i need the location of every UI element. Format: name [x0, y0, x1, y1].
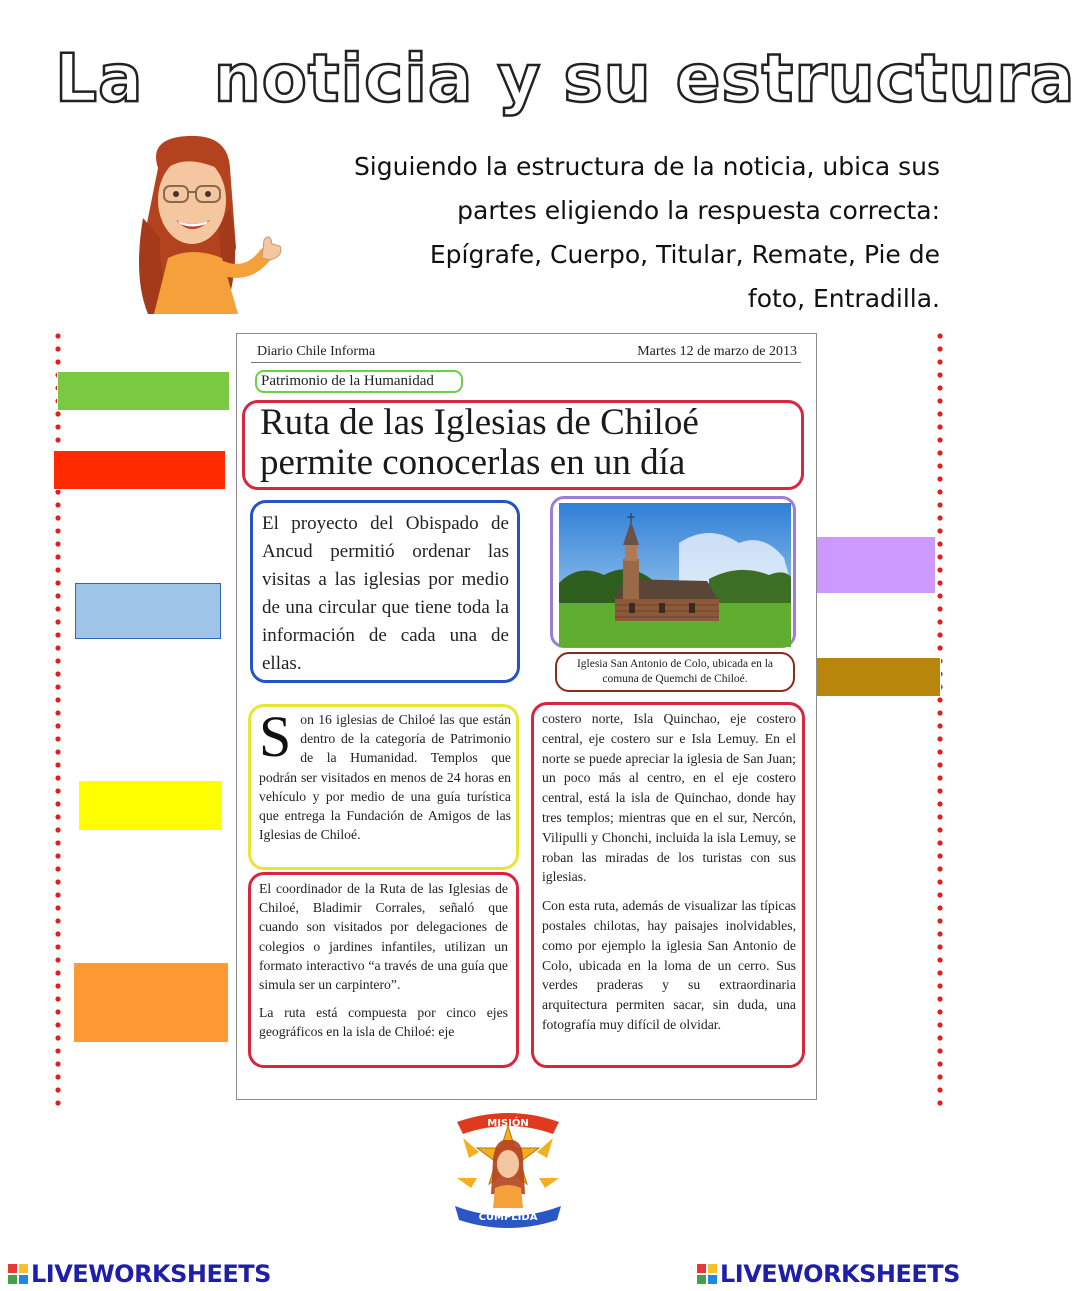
- border-dot: [937, 983, 942, 988]
- border-dot: [937, 619, 942, 624]
- border-dot: [55, 788, 60, 793]
- border-dot: [937, 333, 942, 338]
- border-dot: [55, 489, 60, 494]
- border-dot: [937, 1048, 942, 1053]
- border-dot: [55, 645, 60, 650]
- border-dot: [55, 528, 60, 533]
- instructions: [250, 145, 940, 321]
- border-dot: [937, 606, 942, 611]
- caption-line-2: comuna de Quemchi de Chiloé.: [602, 673, 748, 685]
- border-dot: [937, 1074, 942, 1079]
- border-dot: [937, 437, 942, 442]
- border-dot: [55, 983, 60, 988]
- border-dot: [937, 1061, 942, 1066]
- border-dot: [55, 671, 60, 676]
- border-dot: [55, 905, 60, 910]
- border-dot: [937, 853, 942, 858]
- border-dot: [55, 814, 60, 819]
- border-dot: [55, 710, 60, 715]
- right-dotted-border: [934, 330, 946, 1110]
- border-dot: [55, 554, 60, 559]
- border-dot: [55, 723, 60, 728]
- border-dot: [55, 619, 60, 624]
- drop-cap: S: [259, 704, 292, 769]
- border-dot: [937, 827, 942, 832]
- brand-text-left: LIVEWORKSHEETS: [31, 1260, 271, 1288]
- border-dot: [55, 411, 60, 416]
- border-dot: [55, 1061, 60, 1066]
- instructions-line-4: foto, Entradilla.: [747, 284, 940, 313]
- border-dot: [937, 892, 942, 897]
- border-dot: [55, 1048, 60, 1053]
- border-dot: [937, 697, 942, 702]
- title-word-3: su estructura: [563, 40, 1076, 117]
- border-dot: [55, 736, 60, 741]
- border-dot: [55, 853, 60, 858]
- instructions-line-1: Siguiendo la estructura de la noticia, ubica sus: [353, 152, 940, 181]
- border-dot: [55, 749, 60, 754]
- border-dot: [937, 463, 942, 468]
- border-dot: [55, 892, 60, 897]
- border-dot: [937, 723, 942, 728]
- border-dot: [937, 970, 942, 975]
- brand-logo-left: [8, 1260, 271, 1288]
- answer-box-red[interactable]: [53, 450, 226, 490]
- headline-line-2: permite conocerlas en un día: [260, 442, 686, 483]
- border-dot: [937, 580, 942, 585]
- instructions-line-3: Epígrafe, Cuerpo, Titular, Remate, Pie de: [429, 240, 940, 269]
- border-dot: [55, 593, 60, 598]
- answer-box-yellow[interactable]: [78, 780, 223, 831]
- border-dot: [937, 1035, 942, 1040]
- border-dot: [55, 1035, 60, 1040]
- border-dot: [55, 970, 60, 975]
- border-dot: [55, 424, 60, 429]
- border-dot: [55, 1087, 60, 1092]
- border-dot: [55, 1074, 60, 1079]
- border-dot: [937, 424, 942, 429]
- border-dot: [55, 697, 60, 702]
- headline-section: [242, 400, 804, 490]
- answer-box-orange[interactable]: [73, 962, 229, 1043]
- header-divider: [251, 362, 801, 363]
- title-word-1: La: [55, 40, 144, 117]
- border-dot: [937, 957, 942, 962]
- border-dot: [937, 710, 942, 715]
- answer-box-blue[interactable]: [75, 583, 221, 639]
- border-dot: [937, 411, 942, 416]
- answer-box-green[interactable]: [57, 371, 230, 411]
- border-dot: [937, 502, 942, 507]
- photo-caption-section: [555, 652, 795, 692]
- border-dot: [937, 1009, 942, 1014]
- border-dot: [937, 346, 942, 351]
- border-dot: [937, 801, 942, 806]
- border-dot: [937, 554, 942, 559]
- border-dot: [937, 918, 942, 923]
- mission-complete-badge: [449, 1108, 567, 1228]
- epigraph-section: Patrimonio de la Humanidad: [255, 370, 463, 393]
- border-dot: [55, 632, 60, 637]
- border-dot: [937, 1022, 942, 1027]
- newspaper-header: [257, 344, 797, 364]
- newspaper-article: [236, 333, 817, 1100]
- border-dot: [55, 996, 60, 1001]
- border-dot: [55, 879, 60, 884]
- border-dot: [937, 515, 942, 520]
- body-paragraph-4: costero norte, Isla Quinchao, eje costero central, eje costero sur e Isla Lemuy. En el norte se puede apreciar la iglesia de San Juan; un poco más al centro, en el eje costero central, está la isla de Quinchao, donde hay tres templos; mientras que en el sur, Nercón, Vilipulli y Chonchi, incluida la isla Lemuy, se roban las miradas de los turistas con sus iglesias.: [542, 711, 796, 885]
- border-dot: [937, 814, 942, 819]
- border-dot: [55, 437, 60, 442]
- border-dot: [55, 957, 60, 962]
- newspaper-date: Martes 12 de marzo de 2013: [637, 344, 797, 359]
- border-dot: [937, 736, 942, 741]
- border-dot: [937, 944, 942, 949]
- border-dot: [937, 1100, 942, 1105]
- border-dot: [55, 762, 60, 767]
- border-dot: [937, 541, 942, 546]
- border-dot: [55, 775, 60, 780]
- border-dot: [55, 567, 60, 572]
- border-dot: [937, 528, 942, 533]
- border-dot: [55, 944, 60, 949]
- border-dot: [937, 1087, 942, 1092]
- body-paragraph-1: on 16 iglesias de Chiloé las que están dentro de la categoría de Patrimonio de la Humanidad. Templos que podrán ser visitados en menos de 24 horas en vehículo y por medio de una guía turística que entrega la Fundación de Amigos de las Iglesias de Chiloé.: [259, 712, 511, 843]
- liveworksheets-icon: [8, 1264, 28, 1284]
- border-dot: [55, 658, 60, 663]
- newspaper-name: Diario Chile Informa: [257, 344, 376, 359]
- border-dot: [55, 918, 60, 923]
- border-dot: [55, 931, 60, 936]
- border-dot: [937, 567, 942, 572]
- border-dot: [937, 450, 942, 455]
- border-dot: [937, 866, 942, 871]
- border-dot: [937, 931, 942, 936]
- border-dot: [55, 346, 60, 351]
- badge-top-text: MISIÓN: [487, 1118, 529, 1129]
- border-dot: [55, 1100, 60, 1105]
- border-dot: [937, 996, 942, 1001]
- border-dot: [55, 684, 60, 689]
- border-dot: [937, 762, 942, 767]
- photo-frame: [550, 496, 796, 648]
- border-dot: [937, 476, 942, 481]
- border-dot: [55, 333, 60, 338]
- border-dot: [937, 359, 942, 364]
- border-dot: [55, 541, 60, 546]
- border-dot: [937, 632, 942, 637]
- border-dot: [55, 840, 60, 845]
- left-dotted-border: [52, 330, 64, 1110]
- brand-text-right: LIVEWORKSHEETS: [720, 1260, 960, 1288]
- liveworksheets-icon: [697, 1264, 717, 1284]
- border-dot: [937, 879, 942, 884]
- caption-line-1: Iglesia San Antonio de Colo, ubicada en la: [576, 658, 774, 670]
- border-dot: [937, 385, 942, 390]
- border-dot: [55, 502, 60, 507]
- brand-logo-right: [697, 1260, 960, 1288]
- border-dot: [55, 827, 60, 832]
- border-dot: [55, 866, 60, 871]
- border-dot: [937, 645, 942, 650]
- border-dot: [55, 515, 60, 520]
- body-paragraph-5: Con esta ruta, además de visualizar las típicas postales chilotas, hay paisajes inolvidables, como por ejemplo la iglesia San Antonio de Colo, ubicada en la loma de un cerro. Sus verdes praderas y su extraordinaria arquitectura permiten sacar, sin duda, una fotografía muy difícil de olvidar.: [542, 898, 796, 1032]
- badge-bottom-text: CUMPLIDA: [478, 1212, 538, 1223]
- border-dot: [55, 580, 60, 585]
- body-intro-section: [248, 704, 519, 870]
- border-dot: [937, 840, 942, 845]
- body-paragraph-3: La ruta está compuesta por cinco ejes geográficos en la isla de Chiloé: eje: [259, 1005, 508, 1040]
- border-dot: [55, 359, 60, 364]
- border-dot: [937, 398, 942, 403]
- border-dot: [937, 905, 942, 910]
- body-right-section: [531, 702, 805, 1068]
- border-dot: [937, 749, 942, 754]
- body-left-section: [248, 872, 519, 1068]
- worksheet-title: [55, 40, 1076, 120]
- border-dot: [55, 606, 60, 611]
- border-dot: [937, 489, 942, 494]
- instructions-line-2: partes eligiendo la respuesta correcta:: [457, 196, 940, 225]
- answer-box-brown[interactable]: [809, 657, 941, 697]
- body-paragraph-2: El coordinador de la Ruta de las Iglesias de Chiloé, Bladimir Corrales, señaló que cuando son visitados por delegaciones de colegios o jardines infantiles, utilizan un formato interactivo “a través de una guía que simula ser un carpintero”.: [259, 881, 508, 993]
- title-word-2: noticia y: [213, 40, 542, 117]
- border-dot: [937, 593, 942, 598]
- answer-box-purple[interactable]: [809, 536, 936, 594]
- border-dot: [55, 1022, 60, 1027]
- border-dot: [55, 801, 60, 806]
- border-dot: [55, 1009, 60, 1014]
- church-photo: [559, 503, 791, 647]
- headline-line-1: Ruta de las Iglesias de Chiloé: [260, 402, 699, 443]
- border-dot: [937, 788, 942, 793]
- border-dot: [937, 775, 942, 780]
- border-dot: [937, 372, 942, 377]
- lead-section: El proyecto del Obispado de Ancud permitió ordenar las visitas a las iglesias por medio de una circular que tiene toda la información de cada una de ellas.: [250, 500, 520, 683]
